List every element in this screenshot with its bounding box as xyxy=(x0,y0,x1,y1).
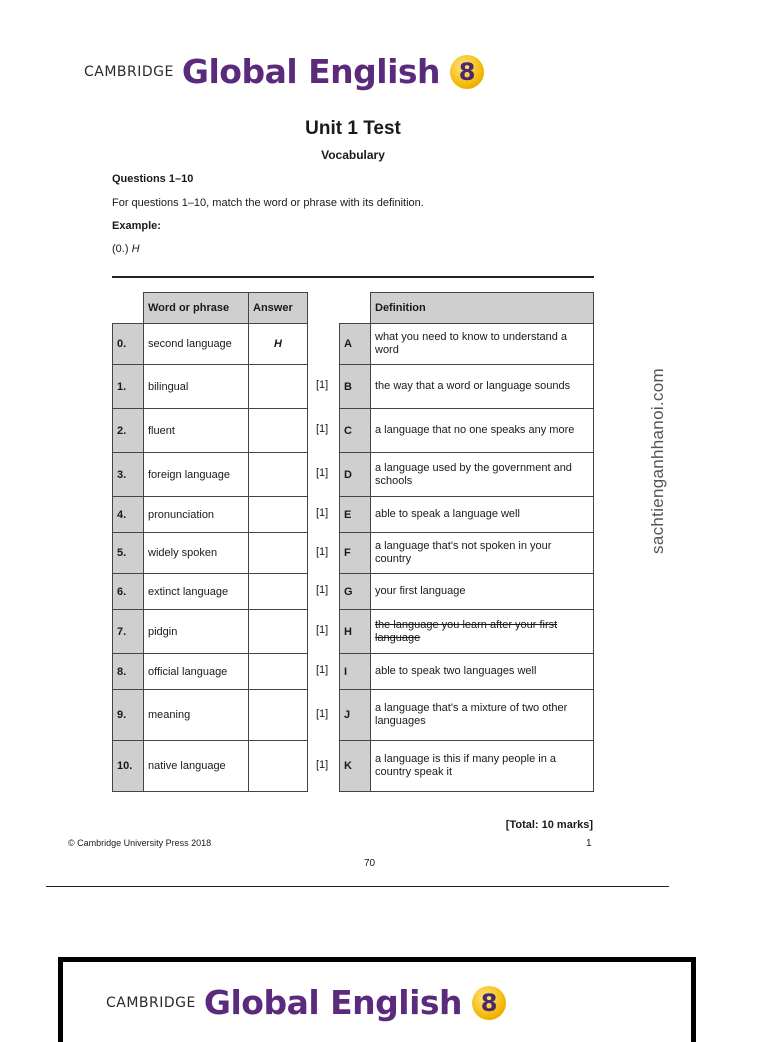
definition-text: able to speak two languages well xyxy=(371,654,594,690)
page-subtitle: Vocabulary xyxy=(321,148,385,162)
brand-level-badge: 8 xyxy=(450,55,484,89)
page-number-right: 1 xyxy=(586,838,592,849)
definition-letter: D xyxy=(340,453,371,497)
row-word: extinct language xyxy=(144,574,249,610)
row-number: 1. xyxy=(113,365,144,409)
row-word: meaning xyxy=(144,690,249,741)
watermark-text: sachtienganhhanoi.com xyxy=(648,367,667,554)
definition-text: a language that no one speaks any more xyxy=(371,409,594,453)
definition-letter: A xyxy=(340,324,371,365)
row-answer[interactable] xyxy=(249,365,308,409)
definition-row xyxy=(340,741,594,792)
row-word: fluent xyxy=(144,409,249,453)
row-mark: [1] xyxy=(316,664,329,676)
row-word: bilingual xyxy=(144,365,249,409)
brand-logo xyxy=(84,52,484,91)
row-answer[interactable] xyxy=(249,533,308,574)
definition-letter: J xyxy=(340,690,371,741)
header-word: Word or phrase xyxy=(144,293,249,324)
row-number: 10. xyxy=(113,741,144,792)
example-label: Example: xyxy=(112,220,161,232)
definition-table-header xyxy=(340,293,594,324)
definition-row xyxy=(340,610,594,654)
definition-table xyxy=(339,292,594,792)
word-row xyxy=(113,497,308,533)
word-row xyxy=(113,654,308,690)
brand-level-badge-next: 8 xyxy=(472,986,506,1020)
word-row xyxy=(113,324,308,365)
row-number: 7. xyxy=(113,610,144,654)
definition-text: a language used by the government and schools xyxy=(371,453,594,497)
row-word: official language xyxy=(144,654,249,690)
row-number: 8. xyxy=(113,654,144,690)
row-number: 5. xyxy=(113,533,144,574)
definition-letter: H xyxy=(340,610,371,654)
word-row xyxy=(113,610,308,654)
row-word: pidgin xyxy=(144,610,249,654)
brand-logo-next xyxy=(106,983,506,1022)
row-word: second language xyxy=(144,324,249,365)
row-number: 9. xyxy=(113,690,144,741)
definition-row xyxy=(340,574,594,610)
definition-letter: G xyxy=(340,574,371,610)
word-row xyxy=(113,409,308,453)
definition-text: your first language xyxy=(371,574,594,610)
word-row xyxy=(113,533,308,574)
instruction-text: For questions 1–10, match the word or phrase with its definition. xyxy=(112,197,424,209)
word-table-header xyxy=(113,293,308,324)
definition-text: the language you learn after your first language xyxy=(371,610,594,654)
brand-product: Global English xyxy=(181,52,441,91)
definition-letter: F xyxy=(340,533,371,574)
watermark xyxy=(646,343,670,578)
row-word: native language xyxy=(144,741,249,792)
definition-row xyxy=(340,533,594,574)
row-number: 2. xyxy=(113,409,144,453)
header-blank xyxy=(113,293,144,324)
example-number: (0.) xyxy=(112,243,129,255)
row-word: widely spoken xyxy=(144,533,249,574)
definition-row xyxy=(340,409,594,453)
definition-row xyxy=(340,690,594,741)
definition-letter: B xyxy=(340,365,371,409)
definition-text: a language that's not spoken in your country xyxy=(371,533,594,574)
definition-row xyxy=(340,324,594,365)
row-mark: [1] xyxy=(316,423,329,435)
divider-top xyxy=(112,276,594,278)
row-answer[interactable] xyxy=(249,453,308,497)
questions-heading: Questions 1–10 xyxy=(112,173,194,185)
definition-letter: I xyxy=(340,654,371,690)
definition-letter: C xyxy=(340,409,371,453)
row-mark: [1] xyxy=(316,624,329,636)
row-answer[interactable] xyxy=(249,690,308,741)
example-answer: H xyxy=(131,243,140,255)
row-number: 4. xyxy=(113,497,144,533)
copyright: © Cambridge University Press 2018 xyxy=(68,838,212,848)
page-title: Unit 1 Test xyxy=(305,118,401,139)
definition-letter: E xyxy=(340,497,371,533)
word-row xyxy=(113,453,308,497)
row-number: 6. xyxy=(113,574,144,610)
row-mark: [1] xyxy=(316,758,329,771)
definition-row xyxy=(340,453,594,497)
row-answer[interactable] xyxy=(249,654,308,690)
definition-row xyxy=(340,654,594,690)
page-number-center: 70 xyxy=(364,858,376,869)
row-answer: H xyxy=(249,324,308,365)
example-line xyxy=(112,243,140,255)
row-mark: [1] xyxy=(316,545,329,558)
row-answer[interactable] xyxy=(249,497,308,533)
row-mark: [1] xyxy=(316,584,329,596)
definition-row xyxy=(340,365,594,409)
definition-text: a language that's a mixture of two other languages xyxy=(371,690,594,741)
definition-row xyxy=(340,497,594,533)
brand-product-next: Global English xyxy=(203,983,463,1022)
header-blank-def xyxy=(340,293,371,324)
row-answer[interactable] xyxy=(249,574,308,610)
word-table xyxy=(112,292,308,792)
row-answer[interactable] xyxy=(249,741,308,792)
word-row xyxy=(113,365,308,409)
row-answer[interactable] xyxy=(249,409,308,453)
row-mark: [1] xyxy=(316,467,329,479)
definition-text: a language is this if many people in a country speak it xyxy=(371,741,594,792)
definition-text: the way that a word or language sounds xyxy=(371,365,594,409)
word-row xyxy=(113,741,308,792)
definition-text: what you need to know to understand a word xyxy=(371,324,594,365)
row-word: pronunciation xyxy=(144,497,249,533)
total-marks: [Total: 10 marks] xyxy=(505,819,593,831)
page-divider xyxy=(46,886,669,887)
row-word: foreign language xyxy=(144,453,249,497)
row-mark: [1] xyxy=(316,379,329,391)
header-definition: Definition xyxy=(371,293,594,324)
brand-cambridge-next: CAMBRIDGE xyxy=(106,994,196,1011)
row-mark: [1] xyxy=(316,507,329,519)
brand-cambridge: CAMBRIDGE xyxy=(84,63,174,80)
row-mark: [1] xyxy=(316,707,329,720)
definition-text: able to speak a language well xyxy=(371,497,594,533)
row-number: 3. xyxy=(113,453,144,497)
header-answer: Answer xyxy=(249,293,308,324)
row-answer[interactable] xyxy=(249,610,308,654)
word-row xyxy=(113,690,308,741)
row-number: 0. xyxy=(113,324,144,365)
word-row xyxy=(113,574,308,610)
definition-letter: K xyxy=(340,741,371,792)
